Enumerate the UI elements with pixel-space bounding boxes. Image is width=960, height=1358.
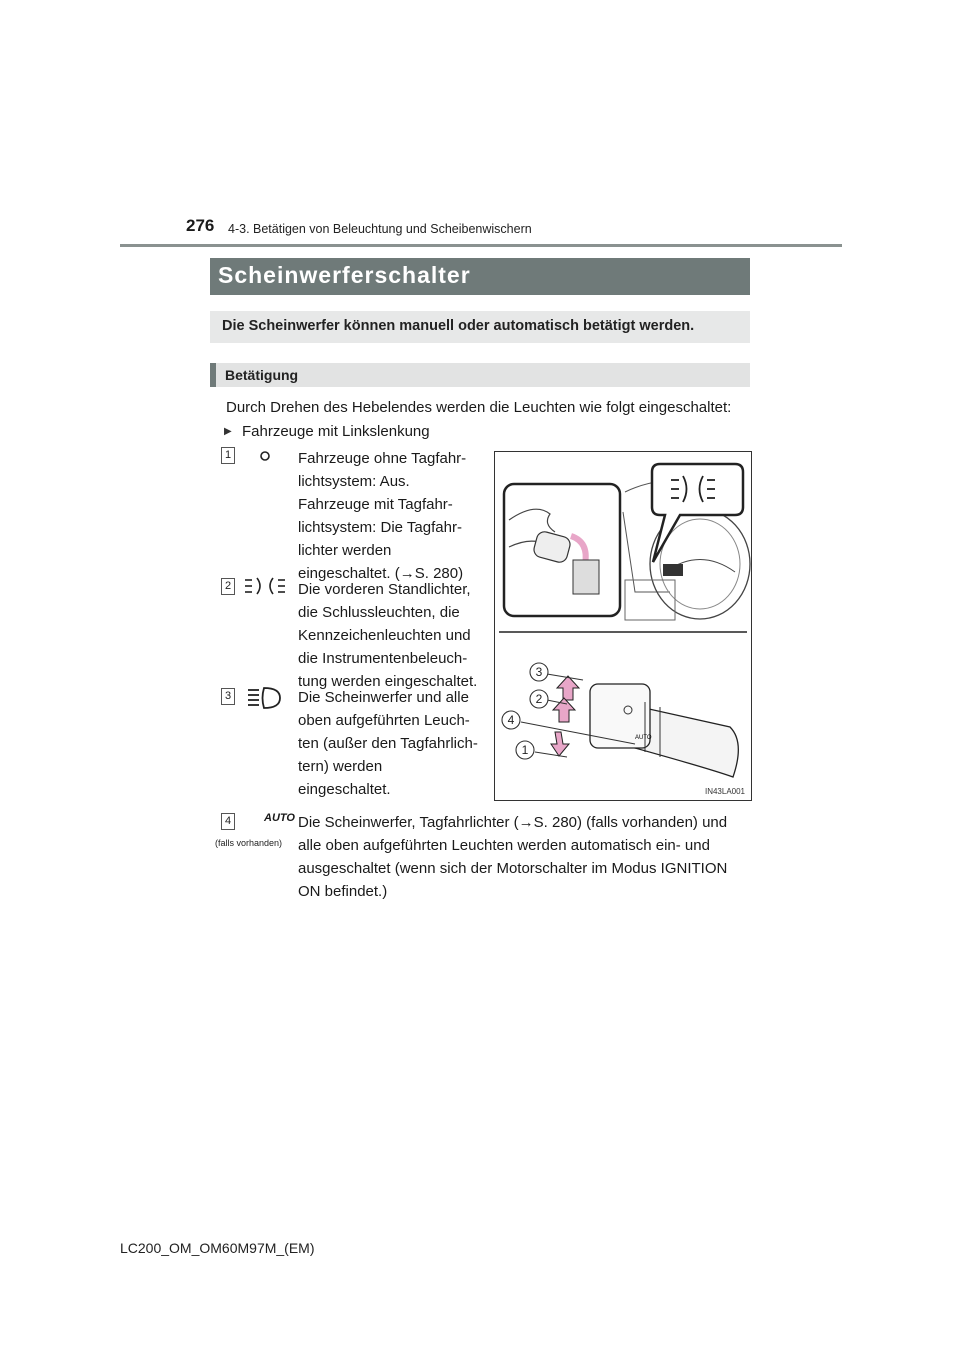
item-number: 2 [221, 578, 235, 595]
document-id: LC200_OM_OM60M97M_(EM) [120, 1240, 315, 1256]
switch-auto-label: AUTO [635, 735, 652, 741]
item-number: 4 [221, 813, 235, 830]
header-rule [120, 244, 842, 247]
callout-4: 4 [507, 713, 515, 727]
page-number: 276 [186, 216, 215, 235]
section-title: Scheinwerferschalter [218, 262, 471, 288]
item-number: 3 [221, 688, 235, 705]
bullet-text: Fahrzeuge mit Linkslenkung [242, 423, 430, 440]
intro-text: Die Scheinwerfer können manuell oder automatisch betätigt werden. [222, 318, 695, 334]
off-circle-icon [258, 449, 272, 468]
figure-code: IN43LA001 [704, 787, 745, 796]
callout-1: 1 [521, 743, 529, 757]
callout-3: 3 [535, 665, 543, 679]
headlight-switch-figure [494, 451, 752, 801]
item-1-text: Fahrzeuge ohne Tagfahr- lichtsystem: Aus. Fahrzeuge mit Tagfahr- lichtsystem: Die Tagfahr- lichter werden eingeschaltet. (→S. 280) [298, 450, 467, 582]
chapter-title: 4-3. Betätigen von Beleuchtung und Scheibenwischern [228, 222, 532, 236]
item-number: 1 [221, 447, 235, 464]
bullet-triangle-icon: ▶ [224, 426, 232, 437]
lead-text: Durch Drehen des Hebelendes werden die Leuchten wie folgt eingeschaltet: [226, 399, 732, 416]
tail-light-icon [244, 576, 286, 601]
callout-2: 2 [535, 692, 543, 706]
item-3-text: Die Scheinwerfer und alle oben aufgeführten Leuch- ten (außer den Tagfahrlich- tern) werden eingeschaltet. [298, 689, 478, 798]
auto-label: AUTO [264, 812, 295, 824]
subheading-accent [210, 363, 216, 387]
subheading: Betätigung [225, 367, 299, 383]
headlight-icon [247, 686, 283, 715]
auto-availability-note: (falls vorhanden) [215, 838, 283, 848]
item-2-text: Die vorderen Standlichter, die Schlussleuchten, die Kennzeichenleuchten und die Instrumentenbeleuch- tung werden eingeschaltet. [298, 581, 478, 690]
item-4-text: Die Scheinwerfer, Tagfahrlichter (→S. 280) (falls vorhanden) und alle oben aufgeführten Leuchten werden automatisch ein- und ausgeschaltet (wenn sich der Motorschalter im Modus IGNITION ON befindet.) [298, 814, 728, 900]
